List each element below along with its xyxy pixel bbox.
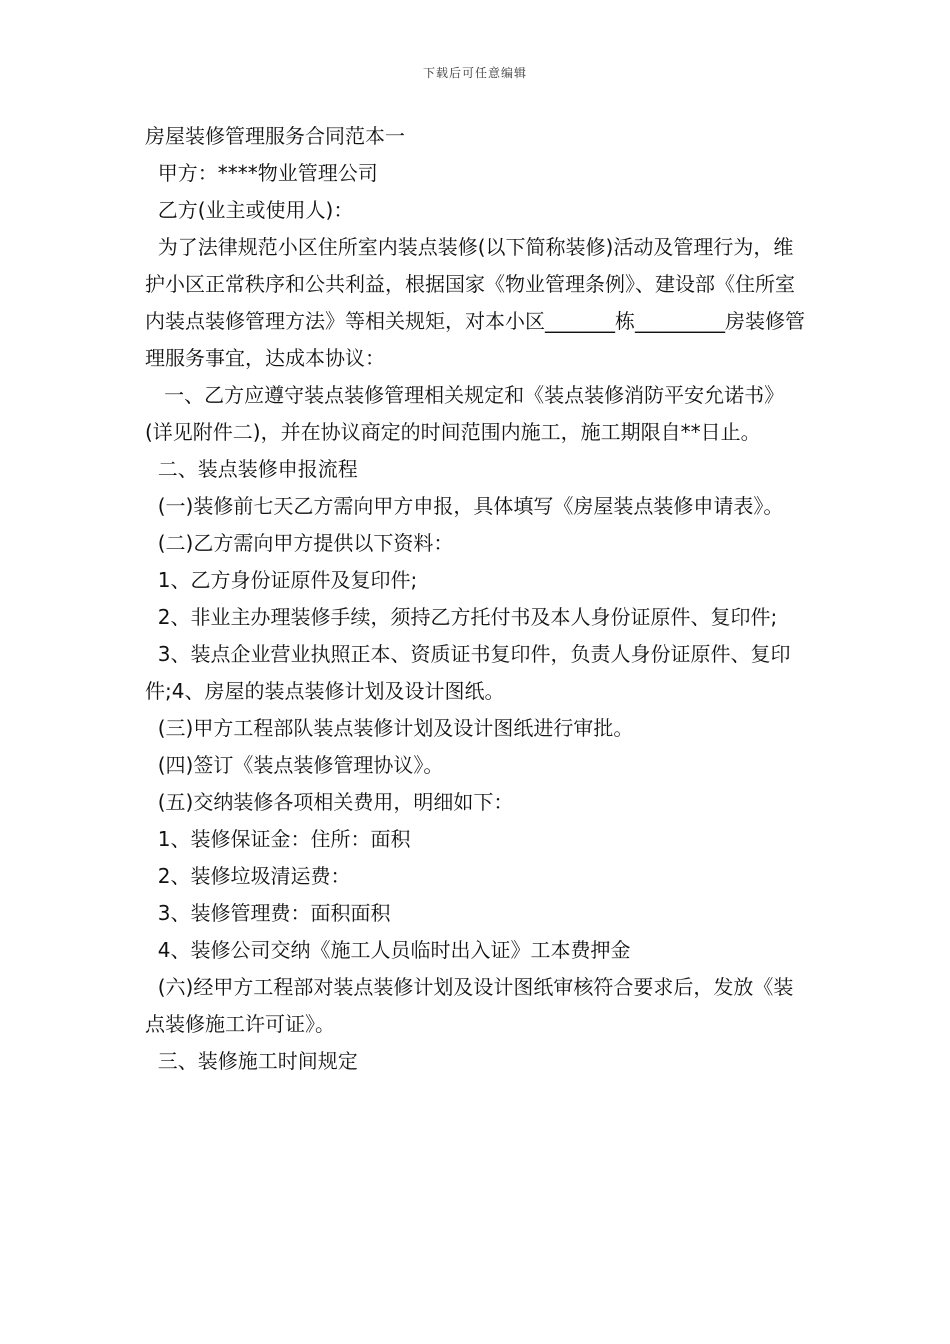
paragraph: 三、装修施工时间规定 <box>145 1049 358 1073</box>
paragraph: (三)甲方工程部队装点装修计划及设计图纸进行审批。 <box>145 716 634 740</box>
paragraph: 2、非业主办理装修手续，须持乙方托付书及本人身份证原件、复印件; <box>145 605 778 629</box>
paragraph: 1、乙方身份证原件及复印件; <box>145 568 418 592</box>
paragraph: 1、装修保证金：住所：面积 <box>145 827 411 851</box>
paragraph: (四)签订《装点装修管理协议》。 <box>145 753 444 777</box>
paragraph: 2、装修垃圾清运费： <box>145 864 351 888</box>
document-title: 房屋装修管理服务合同范本一 <box>145 124 405 148</box>
paragraph: (一)装修前七天乙方需向甲方申报，具体填写《房屋装点装修申请表》。 <box>145 494 784 518</box>
document-body <box>145 118 810 1080</box>
paragraph: 一、乙方应遵守装点装修管理相关规定和《装点装修消防平安允诺书》(详见附件二)，并在协议商定的时间范围内施工，施工期限自**日止。 <box>145 383 785 444</box>
paragraph: (六)经甲方工程部对装点装修计划及设计图纸审核符合要求后，发放《装点装修施工许可证》。 <box>145 975 794 1036</box>
paragraph: 二、装点装修申报流程 <box>145 457 358 481</box>
paragraph: 3、装修管理费：面积面积 <box>145 901 391 925</box>
paragraph: 乙方(业主或使用人)： <box>145 198 354 222</box>
page-header: 下载后可任意编辑 <box>422 66 527 80</box>
paragraph: 甲方：****物业管理公司 <box>145 161 378 185</box>
paragraph: 为了法律规范小区住所室内装点装修(以下简称装修)活动及管理行为，维护小区正常秩序和公共利益，根据国家《物业管理条例》、建设部《住所室内装点装修管理方法》等相关规矩，对本小区_______栋_________房装修管理服务事宜，达成本协议： <box>145 235 805 370</box>
paragraph: 4、装修公司交纳《施工人员临时出入证》工本费押金 <box>145 938 631 962</box>
paragraph: 3、装点企业营业执照正本、资质证书复印件，负责人身份证原件、复印件;4、房屋的装点装修计划及设计图纸。 <box>145 642 791 703</box>
paragraph: (五)交纳装修各项相关费用，明细如下： <box>145 790 514 814</box>
paragraph: (二)乙方需向甲方提供以下资料： <box>145 531 454 555</box>
